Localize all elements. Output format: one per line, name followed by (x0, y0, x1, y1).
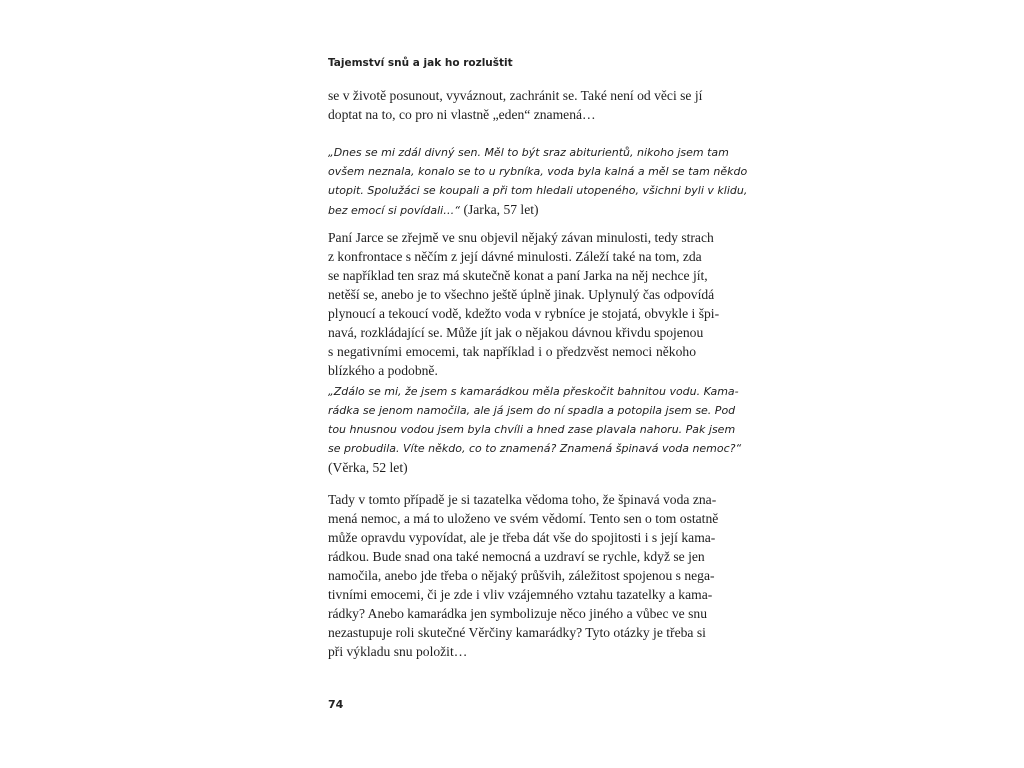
paragraph-2 (328, 228, 720, 380)
paragraph-line: Tady v tomto případě je si tazatelka vědoma toho, že špinavá voda zna- (328, 492, 717, 507)
quote-line: ovšem neznala, konalo se to u rybníka, voda byla kalná a měl se tam někdo (328, 165, 748, 178)
paragraph-line: se například ten sraz má skutečně konat a paní Jarka na něj nechce jít, (328, 268, 708, 283)
paragraph-line: plynoucí a tekoucí vodě, kdežto voda v rybníce je stojatá, obvykle i špi- (328, 306, 720, 321)
paragraph-line: tivními emocemi, či je zde i vliv vzájemného vztahu tazatelky a kama- (328, 587, 713, 602)
quote-line: utopit. Spolužáci se koupali a při tom hledali utopeného, všichni byli v klidu, (328, 184, 748, 197)
paragraph-line: rádky? Anebo kamarádka jen symbolizuje něco jiného a vůbec ve snu (328, 606, 707, 621)
quote-last-line: bez emocí si povídali…“ (328, 204, 460, 217)
paragraph-1 (328, 86, 703, 124)
quote-attribution: (Jarka, 57 let) (463, 202, 539, 217)
quote-attribution: (Věrka, 52 let) (328, 460, 408, 475)
paragraph-line: doptat na to, co pro ni vlastně „eden“ znamená… (328, 107, 596, 122)
quote-2 (328, 382, 742, 477)
paragraph-line: blízkého a podobně. (328, 363, 438, 378)
paragraph-line: s negativními emocemi, tak například i o předzvěst nemoci někoho (328, 344, 696, 359)
paragraph-line: může opravdu vypovídat, ale je třeba dát vše do spojitosti i s její kama- (328, 530, 716, 545)
quote-line: „Zdálo se mi, že jsem s kamarádkou měla přeskočit bahnitou vodu. Kama- (328, 385, 739, 398)
paragraph-line: navá, rozkládající se. Může jít jak o nějakou dávnou křivdu spojenou (328, 325, 704, 340)
paragraph-line: při výkladu snu položit… (328, 644, 468, 659)
quote-line: rádka se jenom namočila, ale já jsem do ní spadla a potopila jsem se. Pod (328, 404, 736, 417)
page-number: 74 (328, 698, 344, 711)
paragraph-line: Paní Jarce se zřejmě ve snu objevil nějaký závan minulosti, tedy strach (328, 230, 714, 245)
paragraph-line: namočila, anebo jde třeba o nějaký průšvih, záležitost spojenou s nega- (328, 568, 715, 583)
paragraph-line: mená nemoc, a má to uloženo ve svém vědomí. Tento sen o tom ostatně (328, 511, 719, 526)
paragraph-line: netěší se, anebo je to všechno ještě úplně jinak. Uplynulý čas odpovídá (328, 287, 715, 302)
paragraph-line: nezastupuje roli skutečné Věrčiny kamarádky? Tyto otázky je třeba si (328, 625, 706, 640)
paragraph-line: se v životě posunout, vyváznout, zachránit se. Také není od věci se jí (328, 88, 703, 103)
quote-line: se probudila. Víte někdo, co to znamená? Znamená špinavá voda nemoc?“ (328, 442, 742, 455)
running-head: Tajemství snů a jak ho rozluštit (328, 57, 513, 69)
quote-line: „Dnes se mi zdál divný sen. Měl to být sraz abiturientů, nikoho jsem tam (328, 146, 729, 159)
paragraph-line: z konfrontace s něčím z její dávné minulosti. Záleží také na tom, zda (328, 249, 702, 264)
paragraph-line: rádkou. Bude snad ona také nemocná a uzdraví se rychle, když se jen (328, 549, 705, 564)
quote-line (328, 200, 696, 219)
quote-1 (328, 143, 748, 219)
paragraph-3 (328, 490, 719, 661)
quote-line: tou hnusnou vodou jsem byla chvíli a hned zase plavala nahoru. Pak jsem (328, 423, 736, 436)
